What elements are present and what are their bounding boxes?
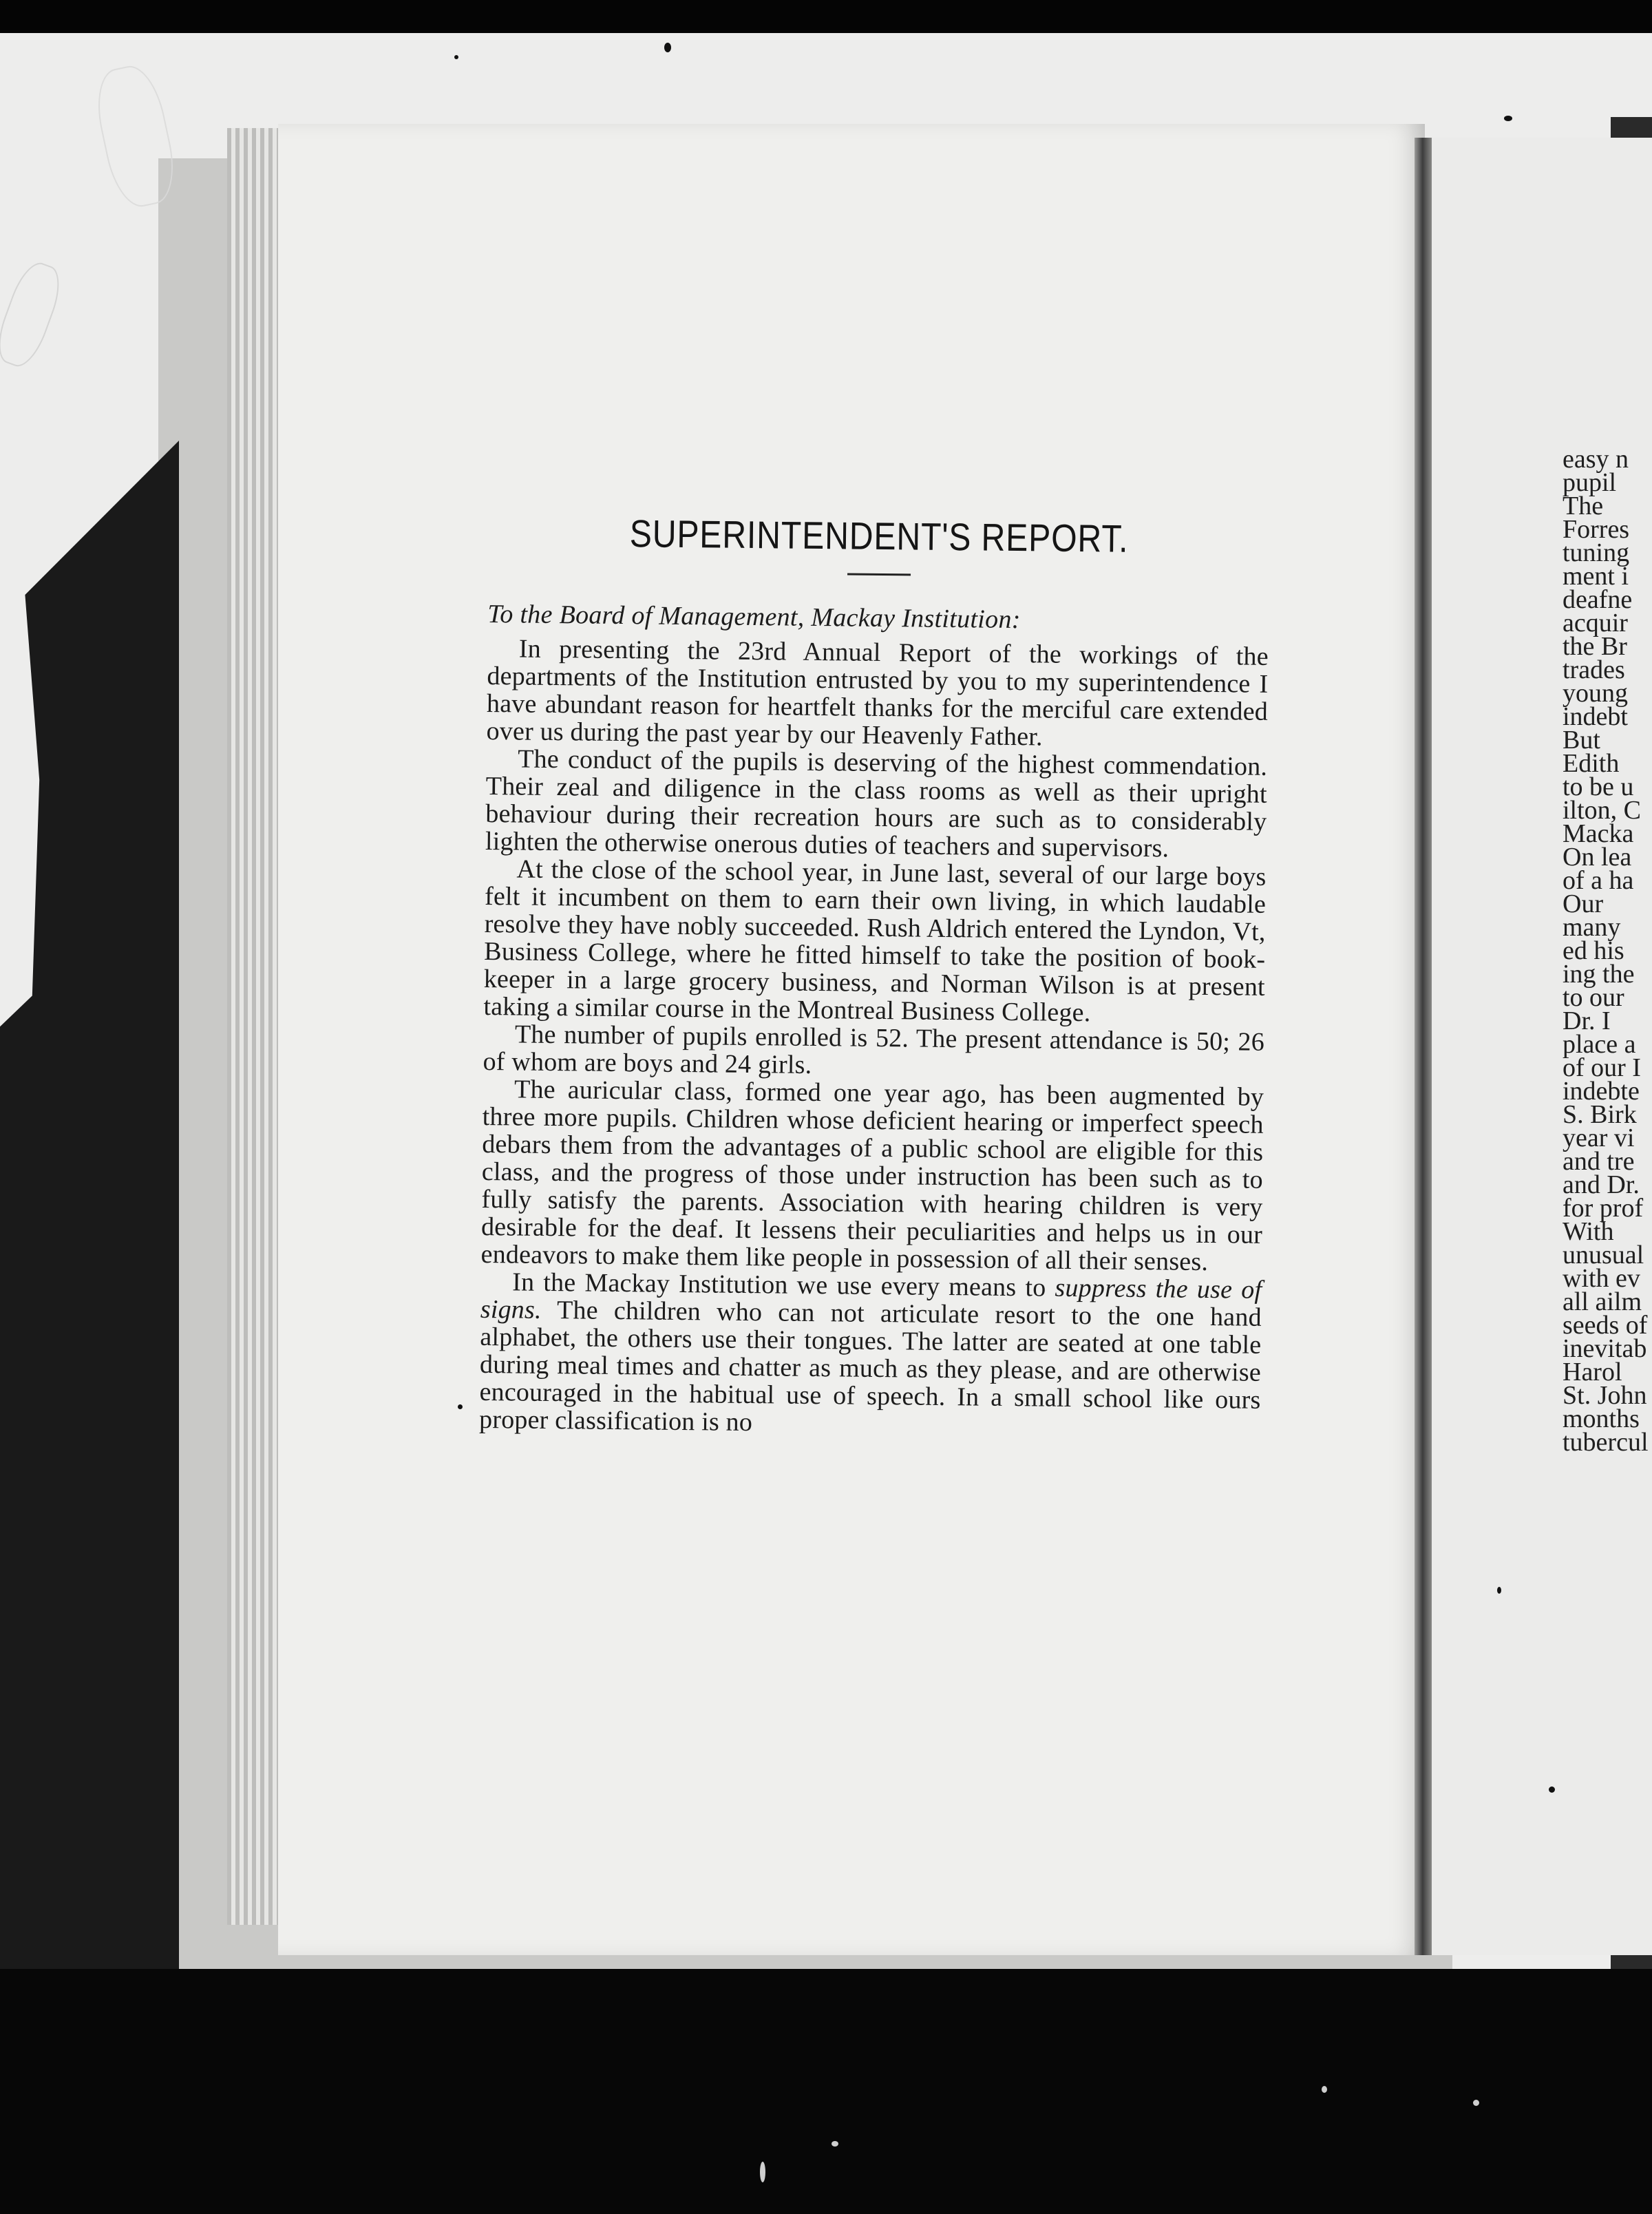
report-text-block — [479, 509, 1270, 1442]
report-title: SUPERINTENDENT'S REPORT. — [629, 512, 1129, 560]
title-rule — [847, 573, 911, 576]
right-page-line: all ailm — [1563, 1287, 1642, 1316]
film-speck — [664, 43, 671, 52]
right-page-line: and tre — [1563, 1147, 1635, 1176]
right-page-line: indebte — [1563, 1077, 1640, 1106]
right-page-line: easy n — [1563, 445, 1629, 474]
right-page-line: ed his — [1563, 936, 1624, 965]
film-speck — [760, 2162, 765, 2182]
right-page-line: ing the — [1563, 960, 1635, 989]
right-page-line: months — [1563, 1404, 1640, 1433]
paragraph-text: The children who can not articulate resort to the one hand alphabet, the others use their tongues. The latter are seated at one table during meal times and chatter as much as they please, and are otherwise encouraged in the habitual use of speech. In a small school like ours proper classification is no — [478, 1295, 1262, 1437]
right-page-line: for prof — [1563, 1194, 1644, 1223]
film-speck — [454, 55, 458, 59]
right-page-line: Harol — [1563, 1358, 1622, 1387]
right-page-column — [1563, 445, 1652, 1457]
film-speck — [1322, 2086, 1327, 2093]
right-page-line: with ev — [1563, 1264, 1640, 1293]
salutation: To the Board of Management, Mackay Institution: — [487, 599, 1021, 635]
right-page-line: of our I — [1563, 1053, 1641, 1082]
right-page-line: and Dr. — [1563, 1170, 1640, 1199]
emphasis-text: suppress the use of signs. — [480, 1273, 1262, 1325]
film-speck — [1473, 2100, 1479, 2106]
right-page-line: ment i — [1563, 562, 1629, 591]
right-page-line: The — [1563, 492, 1604, 520]
right-page-line: to our — [1563, 983, 1624, 1012]
right-page-line: place a — [1563, 1030, 1636, 1059]
film-border-top — [0, 0, 1652, 33]
film-border-bottom — [0, 1969, 1652, 2214]
film-speck — [1504, 116, 1512, 121]
right-page-line: to be u — [1563, 772, 1634, 801]
paragraph: The auricular class, formed one year ago, has been augmented by three more pupils. Children whose deficient hearing or imperfect speech debars them from the advantages of a public school are eligible for this class, and the progress of those under instruction has been such as to fully satisfy the parents. Association with hearing children is very desirable for the deaf. It lessens their peculiarities and helps us in our endeavors to make them like people in possession of all their senses. — [480, 1075, 1264, 1277]
right-page-line: Dr. I — [1563, 1006, 1611, 1035]
right-page-line: deafne — [1563, 585, 1633, 614]
right-page-line: tuning — [1563, 538, 1630, 567]
right-page-line: indebt — [1563, 702, 1628, 731]
paragraph: At the close of the school year, in June last, several of our large boys felt it incumbent on them to earn their own living, in which laudable resolve they have nobly succeeded. Rush Aldrich entered the Lyndon, Vt, Business College, where he fitted himself to take the position of book-keeper in a large grocery business, and Norman Wilson is at present taking a similar course in the Montreal Business College. — [483, 854, 1267, 1028]
right-page-line: inevitab — [1563, 1334, 1647, 1363]
film-speck — [1497, 1587, 1501, 1594]
film-speck — [458, 1404, 463, 1409]
right-page-line: St. John — [1563, 1381, 1647, 1410]
paragraph: The conduct of the pupils is deserving of the highest commendation. Their zeal and diligence in the class rooms as well as their upright behaviour during their recreation hours are such as to considerably lighten the otherwise onerous duties of teachers and supervisors. — [485, 744, 1268, 863]
paragraph: The number of pupils enrolled is 52. The present attendance is 50; 26 of whom are boys and 24 girls. — [483, 1020, 1265, 1079]
right-page-line: tubercul — [1563, 1428, 1649, 1457]
right-page-line: many — [1563, 913, 1621, 942]
right-page-line: acquir — [1563, 609, 1628, 637]
right-page-line: of a ha — [1563, 866, 1634, 895]
right-page-line: Our — [1563, 889, 1604, 918]
right-page-line: trades — [1563, 655, 1625, 684]
right-page-line: unusual — [1563, 1241, 1644, 1269]
right-page-line: pupil — [1563, 468, 1617, 497]
film-speck — [832, 2141, 838, 2147]
right-page-line: Edith — [1563, 749, 1620, 778]
film-speck — [1549, 1786, 1555, 1793]
paragraph-text: In the Mackay Institution we use every means to — [512, 1267, 1055, 1303]
paragraph-signs — [479, 1268, 1262, 1442]
paragraph: In presenting the 23rd Annual Report of the workings of the departments of the Institution entrusted by you to my superintendence I have abundant reason for heartfelt thanks for the merciful care extended over us during the past year by our Heavenly Father. — [486, 634, 1269, 752]
book-gutter — [1415, 138, 1432, 1955]
right-page-line: seeds of — [1563, 1311, 1648, 1340]
right-page-line: young — [1563, 679, 1628, 708]
right-page-line: On lea — [1563, 843, 1632, 872]
right-page-line: S. Birk — [1563, 1100, 1637, 1129]
right-page-line: year vi — [1563, 1124, 1635, 1152]
right-page-line: ilton, C — [1563, 796, 1642, 825]
right-page-line: Macka — [1563, 819, 1634, 848]
right-page-line: With — [1563, 1217, 1614, 1246]
right-page-line: Forres — [1563, 515, 1630, 544]
right-page-line: the Br — [1563, 632, 1627, 661]
right-page-line: But — [1563, 726, 1600, 755]
